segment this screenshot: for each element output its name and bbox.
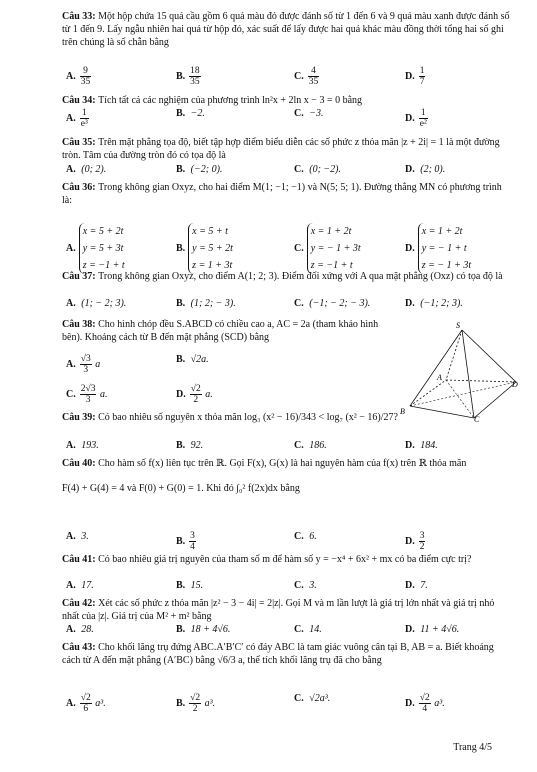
option-text: 28.: [78, 624, 94, 635]
answer-option: [405, 164, 445, 176]
option-letter: B.: [176, 354, 186, 365]
denominator: 3: [83, 365, 89, 375]
option-text: −2.: [188, 108, 205, 119]
option-text: 14.: [306, 624, 322, 635]
fraction: [189, 66, 201, 87]
question-q35: [62, 136, 513, 162]
denominator: 6: [83, 704, 89, 714]
answer-option: [405, 223, 471, 274]
numerator: 18: [190, 66, 200, 76]
option-text: 184.: [417, 440, 438, 451]
system-row: x = 1 + 2t: [421, 226, 463, 237]
answer-option: [294, 624, 322, 636]
option-letter: C.: [294, 164, 304, 175]
answer-option: [66, 164, 106, 176]
denominator: 4: [190, 542, 195, 552]
option-text: a³.: [92, 697, 106, 709]
option-letter: A.: [66, 624, 76, 635]
option-letter: A.: [66, 164, 76, 175]
answer-option: [66, 531, 89, 543]
option-text: 193.: [78, 440, 99, 451]
answer-option: [176, 223, 233, 274]
option-text: (1; − 2; 3).: [78, 298, 127, 309]
system-row: z = −1 + t: [310, 260, 353, 271]
option-letter: D.: [405, 112, 415, 124]
fig-label-d: D: [512, 380, 518, 389]
option-text: 3.: [78, 531, 89, 542]
option-letter: B.: [176, 624, 186, 635]
answer-option: [405, 298, 463, 310]
question-q37: [62, 270, 513, 283]
option-letter: D.: [405, 440, 415, 451]
question-q38: [62, 318, 397, 344]
denominator: 2: [192, 704, 198, 714]
option-letter: B.: [176, 697, 186, 709]
answer-option: [66, 223, 125, 274]
answer-option: [405, 624, 459, 636]
system-row: x = 1 + 2t: [310, 226, 352, 237]
equation-system: [79, 223, 125, 274]
option-text: a³.: [202, 697, 216, 709]
question-q34: [62, 94, 513, 107]
denominator: 3: [85, 395, 91, 405]
option-text: 11 + 4√6.: [417, 624, 460, 635]
question-label: Câu 35:: [62, 137, 99, 148]
denominator: 35: [308, 77, 319, 87]
question-q36: [62, 181, 513, 207]
question-label: Câu 34:: [62, 95, 99, 106]
fraction: [190, 384, 202, 405]
option-text: 17.: [78, 580, 94, 591]
answer-option: [405, 66, 426, 87]
option-text: a.: [202, 388, 213, 400]
answer-option: [294, 440, 327, 452]
option-text: (−1; − 2; − 3).: [306, 298, 371, 309]
option-text: a.: [97, 388, 108, 400]
answer-option: [176, 298, 236, 310]
option-text: (−2; 0).: [188, 164, 223, 175]
answer-option: [176, 108, 205, 120]
question-label: Câu 41:: [62, 554, 99, 565]
question-label: Câu 42:: [62, 598, 99, 609]
system-row: y = − 1 + t: [421, 243, 467, 254]
numerator: √2: [419, 693, 430, 703]
answer-option: [66, 384, 107, 405]
fraction: [308, 66, 320, 87]
option-letter: C.: [294, 440, 304, 451]
question-text: Trong không gian Oxyz, cho hai điểm M(1; −1; −1) và N(5; 5; 1). Đường thẳng MN có phương trình là:: [62, 182, 502, 206]
option-letter: D.: [405, 164, 415, 175]
answer-option: [66, 298, 126, 310]
option-letter: D.: [405, 242, 415, 254]
fraction: [419, 693, 431, 714]
fig-label-c: C: [474, 415, 480, 422]
option-letter: B.: [176, 580, 186, 591]
option-letter: A.: [66, 242, 76, 254]
denominator: 35: [190, 77, 200, 87]
system-row: z = −1 + t: [82, 260, 125, 271]
numerator: √2: [80, 693, 91, 703]
system-row: y = 5 + 3t: [82, 243, 124, 254]
equation-system: [188, 223, 233, 274]
question-text: Trong không gian Oxyz, cho điểm A(1; 2; 3). Điểm đối xứng với A qua mặt phẳng (Oxz) có tọa độ là: [98, 271, 503, 282]
question-text: Cho hàm số f(x) liên tục trên ℝ. Gọi F(x), G(x) là hai nguyên hàm của f(x) trên ℝ thỏa mãn: [98, 458, 467, 469]
answer-option: [405, 108, 429, 129]
fraction: [80, 108, 89, 129]
system-row: y = − 1 + 3t: [310, 243, 361, 254]
option-letter: D.: [405, 298, 415, 309]
question-text: Tích tất cả các nghiệm của phương trình ln²x + 2ln x − 3 = 0 bằng: [98, 95, 363, 106]
numerator: 2√3: [80, 384, 96, 394]
option-letter: C.: [66, 388, 76, 400]
question-label: Câu 43:: [62, 642, 99, 653]
system-row: x = 5 + t: [192, 226, 228, 237]
option-text: √2a³.: [306, 693, 331, 704]
fig-label-s: S: [456, 322, 460, 330]
question-text: Xét các số phức z thỏa mãn |z² − 3 − 4i| = 2|z|. Gọi M và m lần lượt là giá trị lớn nhất và giá trị nhỏ nhất của |z|. Giá trị của M² + m² bằng: [62, 598, 495, 622]
answer-option: [176, 66, 202, 87]
answer-option: [66, 693, 106, 714]
option-text: (−1; 2; 3).: [417, 298, 463, 309]
numerator: 3: [190, 531, 195, 541]
denominator: 2: [193, 395, 199, 405]
equation-system: [418, 223, 471, 274]
option-letter: C.: [294, 693, 304, 704]
option-text: 15.: [188, 580, 204, 591]
answer-option: [66, 624, 94, 636]
answer-option: [66, 440, 99, 452]
denominator: e³: [80, 119, 88, 129]
answer-option: [405, 693, 445, 714]
option-letter: C.: [294, 624, 304, 635]
numerator: 3: [419, 531, 425, 541]
denominator: 2: [419, 542, 425, 552]
numerator: √3: [80, 354, 91, 364]
option-text: 6.: [306, 531, 317, 542]
option-letter: B.: [176, 164, 186, 175]
answer-option: [294, 531, 317, 543]
option-text: (1; 2; − 3).: [188, 298, 236, 309]
answer-option: [66, 66, 92, 87]
fraction: [80, 66, 92, 87]
option-letter: C.: [294, 242, 304, 254]
option-letter: A.: [66, 440, 76, 451]
option-letter: B.: [176, 298, 186, 309]
question-q43: [62, 641, 513, 667]
option-letter: C.: [294, 531, 304, 542]
system-row: z = 1 + 3t: [192, 260, 233, 271]
option-letter: A.: [66, 112, 76, 124]
numerator: 9: [80, 66, 92, 77]
option-letter: B.: [176, 535, 186, 547]
option-letter: D.: [405, 624, 415, 635]
denominator: 35: [80, 77, 91, 87]
answer-option: [176, 440, 203, 452]
answer-option: [176, 531, 197, 552]
question-text: Có bao nhiêu giá trị nguyên của tham số m để hàm số y = −x⁴ + 6x² + mx có ba điểm cực trị?: [98, 554, 472, 565]
option-text: 92.: [188, 440, 204, 451]
option-letter: C.: [294, 298, 304, 309]
option-text: a: [92, 358, 101, 370]
answer-option: [66, 580, 94, 592]
question-text: Một hộp chứa 15 quả cầu gồm 6 quả màu đỏ được đánh số từ 1 đến 6 và 9 quả màu xanh được đánh số từ 1 đến 9. Lấy ngẫu nhiên hai quả từ hộp đó, xác suất để lấy được hai quả khác màu đồng thời tổng hai số ghi trên chúng là số chẵn bằng: [62, 11, 510, 48]
option-letter: A.: [66, 358, 76, 370]
answer-option: [176, 580, 203, 592]
option-letter: C.: [294, 580, 304, 591]
fraction: [80, 384, 97, 405]
answer-option: [294, 223, 361, 274]
fraction: [419, 531, 426, 552]
answer-option: [176, 354, 209, 366]
numerator: √2: [190, 693, 201, 703]
question-label: Câu 39:: [62, 412, 99, 423]
option-letter: B.: [176, 242, 186, 254]
question-text: Cho khối lăng trụ đứng ABC.A′B′C′ có đáy ABC là tam giác vuông cân tại B, AB = a. Biết khoảng cách từ A đến mặt phẳng (A′BC) bằng √6/3 a, thể tích khối lăng trụ đã cho bằng: [62, 642, 494, 666]
numerator: 4: [308, 66, 320, 77]
option-text: 18 + 4√6.: [188, 624, 231, 635]
answer-option: [176, 693, 215, 714]
option-letter: A.: [66, 580, 76, 591]
system-row: y = 5 + 2t: [192, 243, 233, 254]
fraction: [419, 66, 426, 87]
answer-option: [294, 164, 341, 176]
fraction: [80, 693, 92, 714]
answer-option: [176, 164, 222, 176]
option-text: 3.: [306, 580, 317, 591]
denominator: e²: [419, 119, 427, 129]
system-row: z = − 1 + 3t: [421, 260, 472, 271]
option-letter: B.: [176, 440, 186, 451]
option-text: 7.: [417, 580, 428, 591]
question-q40: [62, 457, 513, 495]
option-text: −3.: [306, 108, 324, 119]
option-letter: D.: [405, 697, 415, 709]
question-text: Có bao nhiêu số nguyên x thỏa mãn log₃ (x² − 16)/343 < log₇ (x² − 16)/27?: [98, 412, 398, 423]
question-text-continued: F(4) + G(4) = 4 và F(0) + G(0) = 1. Khi đó ∫₀² f(2x)dx bằng: [62, 483, 300, 494]
option-letter: C.: [294, 108, 304, 119]
fraction: [189, 693, 201, 714]
question-q42: [62, 597, 513, 623]
question-label: Câu 36:: [62, 182, 99, 193]
question-q33: [62, 10, 513, 49]
question-label: Câu 40:: [62, 458, 99, 469]
option-text: (0; −2).: [306, 164, 341, 175]
question-label: Câu 38:: [62, 319, 99, 330]
numerator: 1: [419, 66, 425, 76]
equation-system: [307, 223, 361, 274]
option-letter: D.: [405, 535, 415, 547]
question-label: Câu 37:: [62, 271, 99, 282]
answer-option: [176, 384, 213, 405]
fig-label-b: B: [400, 407, 405, 416]
denominator: 7: [419, 77, 425, 87]
numerator: √2: [190, 384, 201, 394]
answer-option: [294, 580, 317, 592]
option-letter: A.: [66, 298, 76, 309]
answer-option: [405, 531, 426, 552]
fraction: [419, 108, 428, 129]
option-letter: C.: [294, 70, 304, 82]
answer-option: [66, 108, 90, 129]
question-text: Trên mặt phẳng tọa độ, biết tập hợp điểm biểu diễn các số phức z thỏa mãn |z + 2i| = 1 là một đường tròn. Tâm của đường tròn đó có tọa độ là: [62, 137, 500, 161]
denominator: 4: [422, 704, 428, 714]
option-letter: D.: [405, 580, 415, 591]
option-text: (2; 0).: [417, 164, 446, 175]
fig-label-a: A: [437, 373, 442, 382]
fraction: [189, 531, 196, 552]
question-text: Cho hình chóp đều S.ABCD có chiều cao a, AC = 2a (tham khảo hình bên). Khoảng cách từ B đến mặt phẳng (SCD) bằng: [62, 319, 379, 343]
pyramid-figure: [400, 322, 520, 422]
answer-option: [294, 298, 370, 310]
system-row: x = 5 + 2t: [82, 226, 124, 237]
answer-option: [294, 66, 320, 87]
option-letter: A.: [66, 697, 76, 709]
option-text: √2a.: [188, 354, 209, 365]
answer-option: [405, 440, 438, 452]
answer-option: [176, 624, 230, 636]
answer-option: [405, 580, 428, 592]
question-label: Câu 33:: [62, 11, 99, 22]
question-q41: [62, 553, 513, 566]
option-letter: B.: [176, 108, 186, 119]
option-letter: D.: [405, 70, 415, 82]
answer-option: [294, 693, 330, 705]
option-letter: A.: [66, 70, 76, 82]
option-letter: A.: [66, 531, 76, 542]
numerator: 1: [419, 108, 428, 119]
numerator: 1: [80, 108, 89, 119]
option-letter: D.: [176, 388, 186, 400]
answer-option: [66, 354, 100, 375]
answer-option: [294, 108, 323, 120]
option-text: (0; 2).: [78, 164, 107, 175]
option-text: 186.: [306, 440, 327, 451]
option-text: a³.: [431, 697, 445, 709]
page-number: Trang 4/5: [453, 742, 492, 753]
fraction: [80, 354, 92, 375]
option-letter: B.: [176, 70, 186, 82]
